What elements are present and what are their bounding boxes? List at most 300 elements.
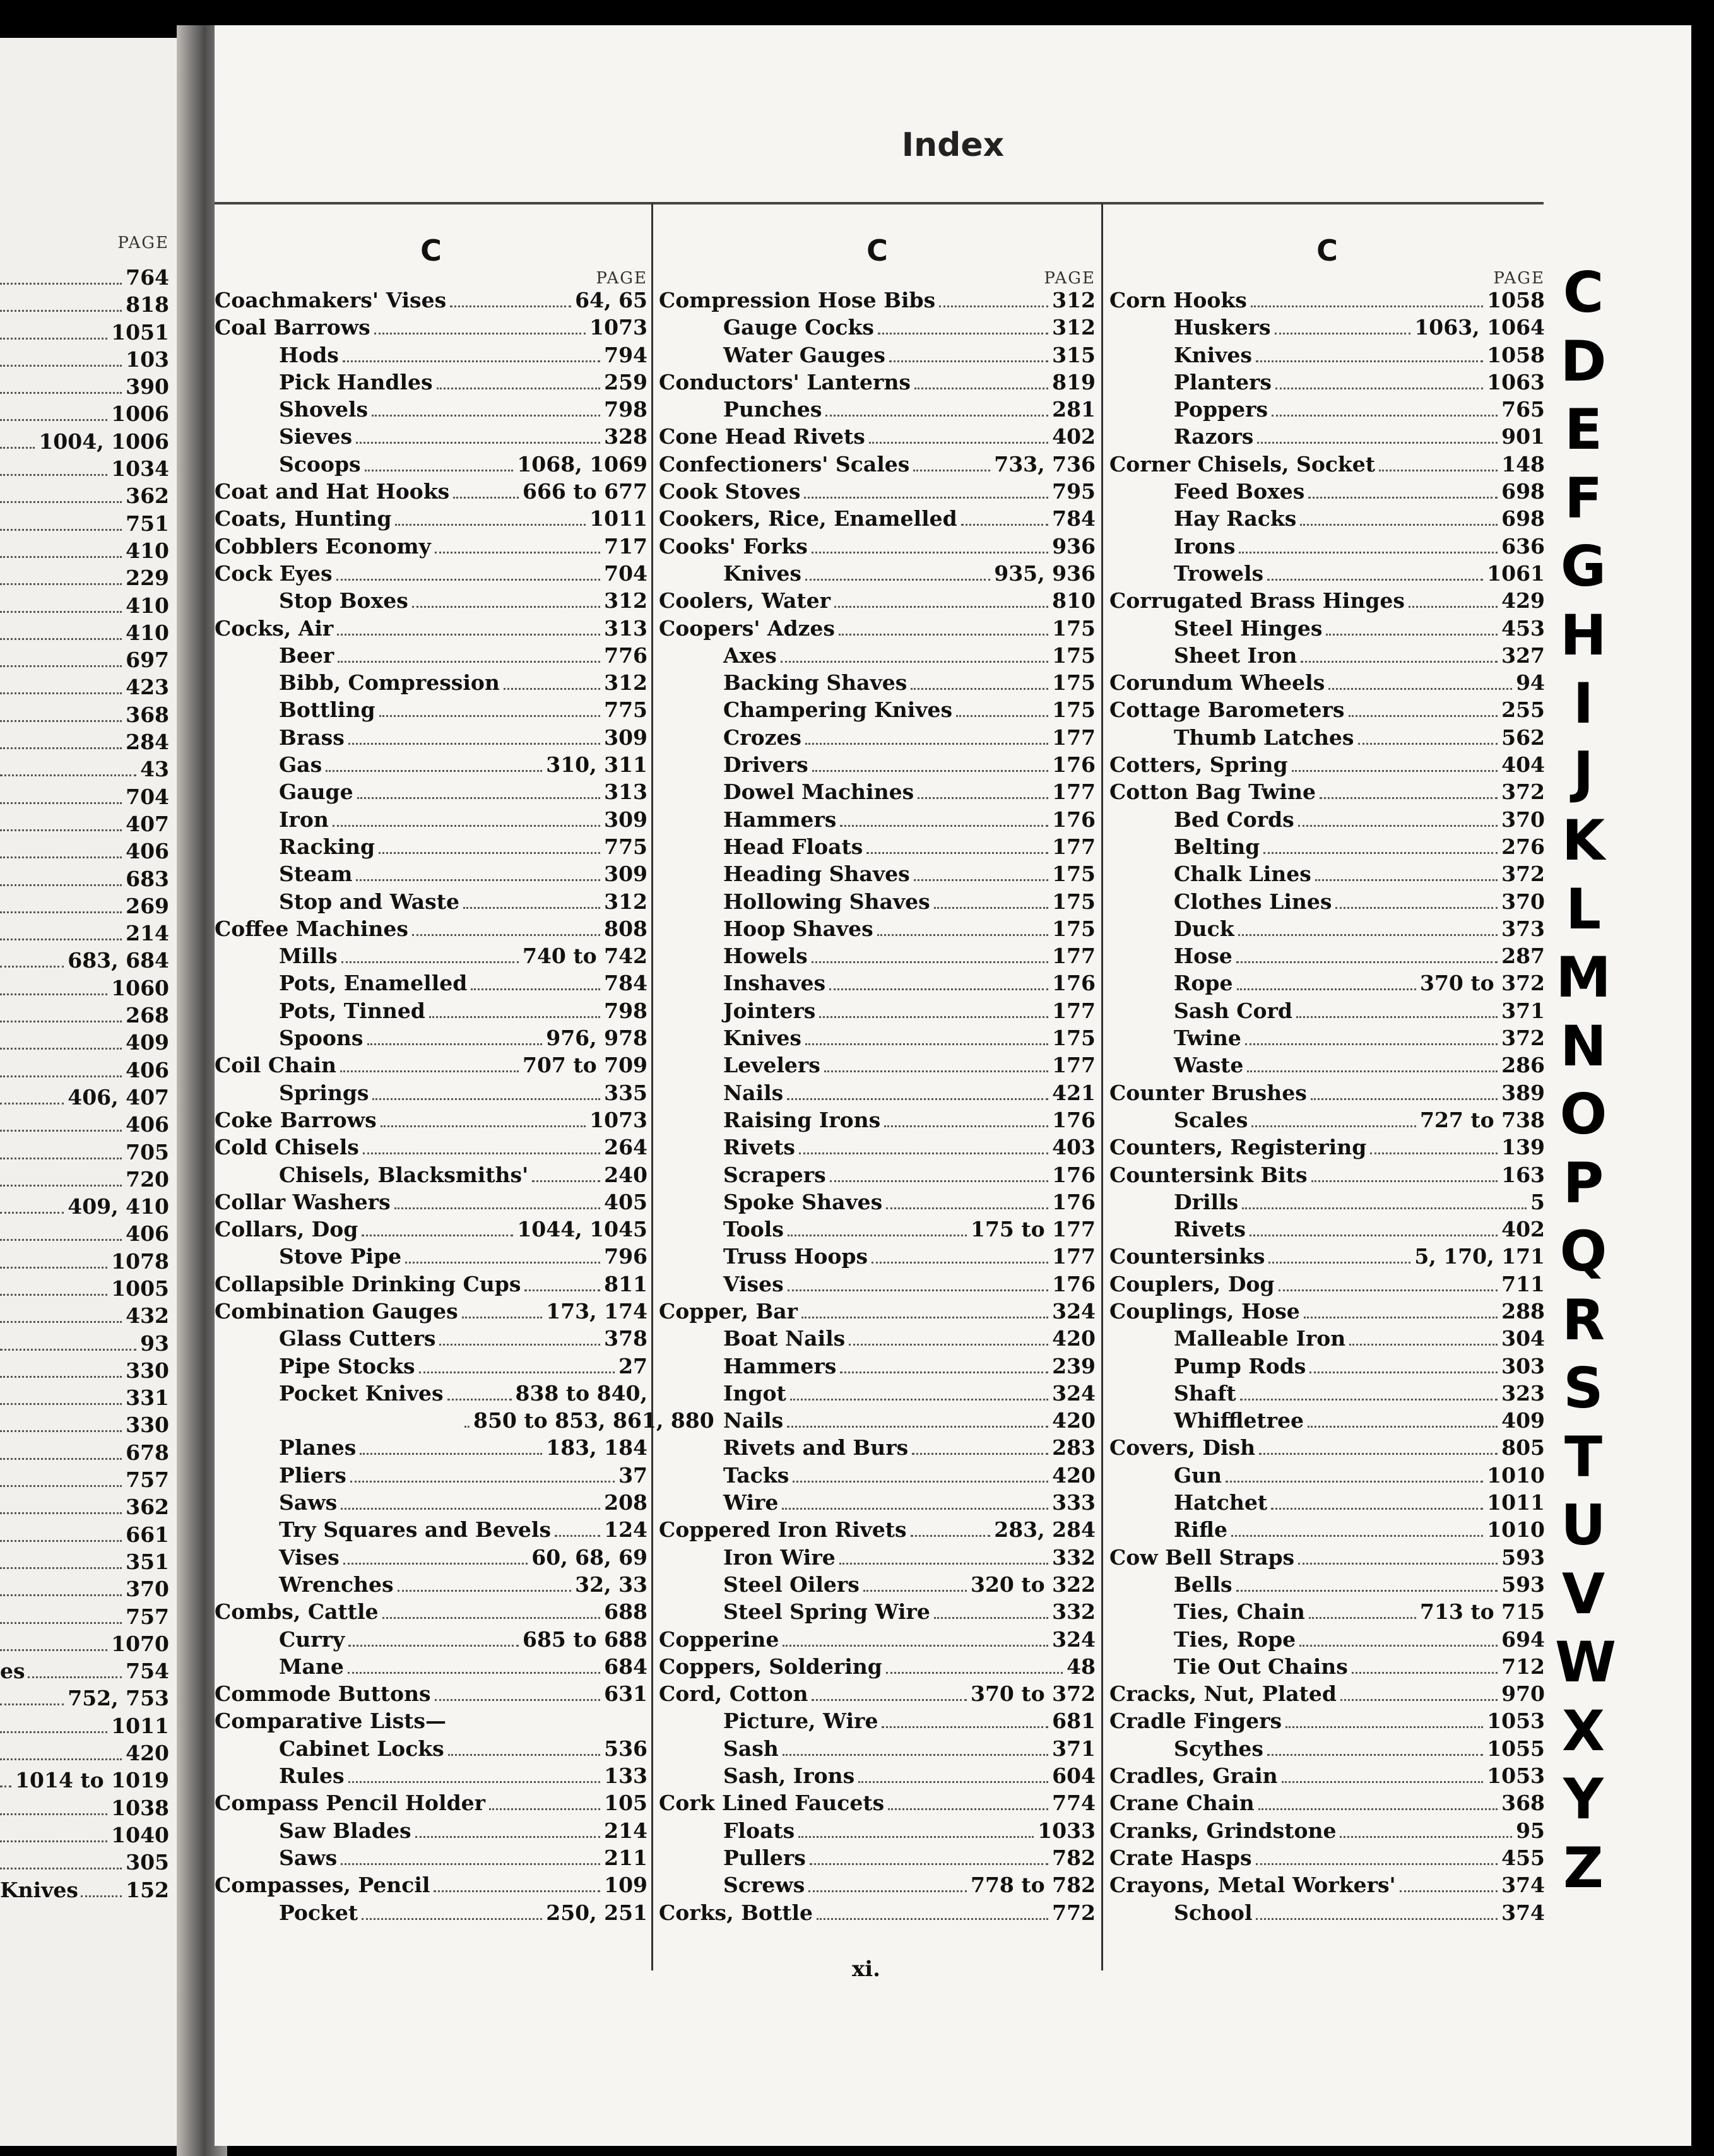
dot-leader <box>0 1130 122 1132</box>
dot-leader <box>819 1016 1048 1018</box>
entry-page-number: 328 <box>604 424 647 449</box>
dot-leader <box>1352 1672 1498 1674</box>
entry-term: Corks, Bottle <box>659 1900 813 1925</box>
entry-page-number: 935, 936 <box>994 560 1096 586</box>
left-page-entry <box>0 483 169 511</box>
entry-page-number: 796 <box>604 1244 647 1269</box>
entry-page-number: 784 <box>604 971 647 996</box>
entry-term: Coolers, Water <box>659 588 830 613</box>
thumb-tab-c[interactable]: C <box>1563 260 1604 325</box>
entry-page-number: 175 <box>1052 916 1096 941</box>
entry-page-number: 312 <box>604 670 647 696</box>
dot-leader <box>888 1808 1048 1810</box>
entry-page-number: 1044, 1045 <box>517 1217 647 1242</box>
dot-leader <box>0 283 122 285</box>
thumb-tab-z[interactable]: Z <box>1563 1835 1604 1900</box>
dot-leader <box>0 692 122 694</box>
entry-term: Coppers, Soldering <box>659 1654 882 1679</box>
left-page-entry <box>0 785 169 812</box>
dot-leader <box>808 1890 967 1892</box>
index-subentry <box>1109 370 1545 397</box>
dot-leader <box>839 634 1048 636</box>
thumb-tab-h[interactable]: H <box>1560 602 1607 668</box>
entry-page-number: 795 <box>1052 479 1096 504</box>
dot-leader <box>781 661 1048 663</box>
index-entry <box>215 1873 647 1900</box>
thumb-tab-i[interactable]: I <box>1573 671 1594 736</box>
entry-term: Corundum Wheels <box>1109 670 1325 696</box>
entry-page-number: 211 <box>604 1845 647 1870</box>
entry-term: Compression Hose Bibs <box>659 288 936 312</box>
index-entry <box>659 370 1096 397</box>
index-entry <box>659 1517 1096 1544</box>
dot-leader <box>884 1125 1048 1127</box>
dot-leader <box>0 365 122 367</box>
entry-term: Trowels <box>1174 560 1264 586</box>
entry-page-number: 60, 68, 69 <box>531 1544 647 1570</box>
thumb-tab-w[interactable]: W <box>1555 1630 1617 1695</box>
entry-page-number: 1058 <box>1487 288 1545 312</box>
index-subentry <box>659 1490 1096 1517</box>
entry-page-number: 727 to 738 <box>1420 1107 1545 1132</box>
entry-page-number: 593 <box>1501 1544 1545 1570</box>
dot-leader <box>1349 1344 1498 1346</box>
entry-page-number: 420 <box>1052 1462 1096 1488</box>
entry-term: Gas <box>279 752 322 778</box>
entry-page-number: 604 <box>1052 1763 1096 1789</box>
index-subentry <box>1109 315 1545 342</box>
index-subentry <box>1109 1381 1545 1408</box>
dot-leader <box>81 1895 122 1897</box>
entry-page-number: 776 <box>604 643 647 668</box>
entry-page-number: 177 <box>1052 779 1096 805</box>
dot-leader <box>783 1754 1048 1756</box>
entry-page-number: 177 <box>1052 998 1096 1023</box>
entry-page-number: 5 <box>1530 1189 1545 1214</box>
entry-page-number: 48 <box>1067 1654 1096 1679</box>
dot-leader <box>1245 1043 1498 1045</box>
dot-leader <box>0 1868 122 1869</box>
entry-page-number: 374 <box>1501 1900 1545 1925</box>
entry-term: Cow Bell Straps <box>1109 1544 1295 1570</box>
dot-leader <box>348 1672 600 1674</box>
dot-leader <box>374 333 586 335</box>
left-page-entry <box>0 1632 169 1659</box>
entry-term: Scales <box>1174 1107 1248 1132</box>
dot-leader <box>1275 388 1483 389</box>
entry-page-number: 681 <box>1052 1709 1096 1734</box>
dot-leader <box>356 442 600 444</box>
dot-leader <box>0 665 122 667</box>
dot-leader <box>783 1645 1048 1647</box>
entry-page-number: 175 <box>1052 670 1096 696</box>
dot-leader <box>0 747 122 749</box>
entry-page-number: 805 <box>1501 1435 1545 1460</box>
dot-leader <box>1286 1726 1483 1728</box>
entry-page-number: 798 <box>604 397 647 422</box>
dot-leader <box>363 1152 600 1154</box>
index-subentry <box>659 1217 1096 1244</box>
dot-leader <box>337 634 600 636</box>
dot-leader <box>412 934 600 936</box>
dot-leader <box>415 1836 601 1838</box>
entry-term: Pullers <box>723 1845 806 1870</box>
entry-term: Clothes Lines <box>1174 889 1332 914</box>
dot-leader <box>1340 1699 1498 1701</box>
dot-leader <box>1271 1508 1483 1510</box>
entry-term: Coal Barrows <box>215 315 370 340</box>
index-subentry <box>659 1135 1096 1162</box>
entry-page-number: 1011 <box>589 506 647 531</box>
dot-leader <box>0 1758 122 1760</box>
index-subentry <box>659 1108 1096 1135</box>
entry-page-number: 711 <box>1501 1271 1545 1296</box>
dot-leader <box>1309 1371 1498 1373</box>
entry-term: Head Floats <box>723 834 863 859</box>
entry-page-number: 313 <box>604 779 647 805</box>
index-entry <box>215 1108 647 1135</box>
dot-leader <box>340 1070 519 1072</box>
index-subentry <box>659 779 1096 807</box>
thumb-tab-g[interactable]: G <box>1560 534 1607 599</box>
dot-leader <box>463 907 600 909</box>
dot-leader <box>1311 1098 1498 1100</box>
dot-leader <box>1258 1808 1498 1810</box>
left-entry-page-number: 362 <box>126 483 169 509</box>
entry-term: Boat Nails <box>723 1326 846 1351</box>
thumb-tab-d[interactable]: D <box>1560 328 1607 394</box>
thumb-tab-e[interactable]: E <box>1564 397 1603 462</box>
entry-term: Scythes <box>1174 1736 1263 1761</box>
index-subentry <box>1109 889 1545 916</box>
entry-page-number: 309 <box>604 862 647 887</box>
index-entry <box>215 1053 647 1080</box>
index-entry <box>215 1599 647 1626</box>
left-page-entry <box>0 1768 169 1795</box>
entry-page-number: 1010 <box>1487 1462 1545 1488</box>
entry-page-number: 775 <box>604 697 647 723</box>
entry-page-number: 1011 <box>1487 1490 1545 1515</box>
dot-leader <box>362 1235 513 1236</box>
entry-term: Pipe Stocks <box>279 1353 415 1378</box>
left-page-entry <box>0 1030 169 1057</box>
index-entry <box>659 1900 1096 1928</box>
entry-page-number: 240 <box>604 1162 647 1187</box>
entry-term: Ingot <box>723 1380 786 1406</box>
index-subentry <box>1109 834 1545 862</box>
dot-leader <box>812 552 1048 554</box>
column-letter-heading: C <box>1316 234 1338 268</box>
index-subentry <box>1109 506 1545 533</box>
page-column-label: PAGE <box>1044 269 1096 288</box>
dot-leader <box>1335 907 1498 909</box>
entry-page-number: 455 <box>1501 1845 1545 1870</box>
index-subentry <box>1109 1408 1545 1435</box>
entry-term: Picture, Wire <box>723 1709 878 1734</box>
index-subentry <box>215 889 647 916</box>
entry-term: Tools <box>723 1217 784 1242</box>
dot-leader <box>326 770 542 772</box>
dot-leader <box>787 1426 1048 1428</box>
entry-term: Levelers <box>723 1053 820 1078</box>
index-subentry <box>1109 916 1545 944</box>
left-page-entry <box>0 948 169 975</box>
index-page <box>215 25 1691 2146</box>
dot-leader <box>840 1371 1048 1373</box>
entry-page-number: 286 <box>1501 1053 1545 1078</box>
index-subentry <box>1109 1599 1545 1626</box>
entry-term: Steam <box>279 862 353 887</box>
index-entry <box>215 1272 647 1299</box>
thumb-tab-q[interactable]: Q <box>1559 1219 1607 1284</box>
entry-term: Malleable Iron <box>1174 1326 1346 1351</box>
left-page-entry <box>0 1413 169 1440</box>
thumb-tab-f[interactable]: F <box>1564 465 1603 531</box>
entry-page-number: 1010 <box>1487 1517 1545 1543</box>
entry-term: Dowel Machines <box>723 779 914 805</box>
entry-term: Confectioners' Scales <box>659 451 910 477</box>
entry-term: Crozes <box>723 725 801 750</box>
left-entry-page-number: 751 <box>126 511 169 536</box>
left-entry-page-number: 268 <box>126 1003 169 1028</box>
entry-page-number: 324 <box>1052 1626 1096 1652</box>
dot-leader <box>356 879 600 881</box>
dot-leader <box>911 1535 991 1537</box>
entry-term: Pocket <box>279 1900 358 1925</box>
dot-leader <box>0 720 122 722</box>
dot-leader <box>429 1016 600 1018</box>
entry-page-number: 453 <box>1501 615 1545 641</box>
index-subentry <box>215 1326 647 1353</box>
thumb-tab-p[interactable]: P <box>1563 1150 1604 1216</box>
index-subentry <box>1109 397 1545 424</box>
index-subentry <box>659 1053 1096 1080</box>
entry-term: Howels <box>723 944 808 969</box>
entry-page-number: 420 <box>1052 1408 1096 1433</box>
index-entry <box>1109 452 1545 479</box>
dot-leader <box>788 1235 967 1236</box>
dot-leader <box>336 579 600 581</box>
entry-page-number: 1063 <box>1487 369 1545 394</box>
entry-page-number: 374 <box>1501 1873 1545 1898</box>
index-subentry <box>215 1545 647 1572</box>
dot-leader <box>379 852 600 854</box>
index-subentry <box>215 1736 647 1763</box>
entry-page-number: 1053 <box>1487 1763 1545 1789</box>
dot-leader <box>1300 524 1498 526</box>
entry-page-number: 312 <box>604 889 647 914</box>
entry-term: Wire <box>723 1490 779 1515</box>
index-subentry <box>659 1408 1096 1435</box>
thumb-tab-l[interactable]: L <box>1565 876 1602 942</box>
entry-term: Couplings, Hose <box>1109 1298 1300 1324</box>
index-entry <box>1109 1873 1545 1900</box>
dot-leader <box>365 470 514 471</box>
left-page-entry <box>0 894 169 921</box>
index-subentry <box>1109 1190 1545 1217</box>
entry-term: Hoop Shaves <box>723 916 873 941</box>
thumb-tab-k[interactable]: K <box>1561 808 1605 873</box>
left-page-entry <box>0 675 169 702</box>
dot-leader <box>839 1563 1048 1565</box>
entry-term: Bed Cords <box>1174 807 1294 832</box>
dot-leader <box>869 442 1048 444</box>
dot-leader <box>489 1808 600 1810</box>
entry-term: Iron Wire <box>723 1544 836 1570</box>
entry-term: Chalk Lines <box>1174 862 1311 887</box>
entry-page-number: 323 <box>1501 1380 1545 1406</box>
entry-page-number: 95 <box>1516 1818 1545 1843</box>
index-subentry <box>215 1490 647 1517</box>
entry-term: Ties, Rope <box>1174 1626 1296 1652</box>
page-column-label: PAGE <box>596 269 647 288</box>
entry-page-number: 688 <box>604 1599 647 1625</box>
entry-term: Stove Pipe <box>279 1244 402 1269</box>
thumb-tab-x[interactable]: X <box>1562 1698 1605 1763</box>
thumb-tab-t[interactable]: T <box>1564 1424 1603 1490</box>
entry-term: Rivets and Burs <box>723 1435 909 1460</box>
entry-term: Floats <box>723 1818 795 1843</box>
entry-term: Water Gauges <box>723 342 885 367</box>
dot-leader <box>805 1043 1048 1045</box>
left-page-list <box>0 234 169 1905</box>
dot-leader <box>0 1594 122 1596</box>
entry-term: Pocket Knives <box>279 1380 444 1406</box>
dot-leader <box>1236 961 1498 963</box>
entry-page-number: 774 <box>1052 1791 1096 1816</box>
entry-page-number: 631 <box>604 1681 647 1707</box>
entry-page-number: 304 <box>1501 1326 1545 1351</box>
index-subentry <box>215 588 647 615</box>
entry-page-number: 287 <box>1501 944 1545 969</box>
entry-page-number: 850 to 853, 861, 880 <box>473 1408 714 1433</box>
dot-leader <box>913 470 990 471</box>
index-subentry <box>1109 1217 1545 1244</box>
dot-leader <box>782 1508 1048 1510</box>
dot-leader <box>341 1508 600 1510</box>
entry-page-number: 420 <box>1052 1326 1096 1351</box>
index-entry <box>1109 1818 1545 1845</box>
thumb-tab-s[interactable]: S <box>1563 1356 1604 1421</box>
dot-leader <box>0 939 122 940</box>
dot-leader <box>360 1453 542 1455</box>
left-page-entry <box>0 976 169 1003</box>
left-page-entry <box>0 1221 169 1248</box>
dot-leader <box>532 1180 600 1182</box>
entry-page-number: 373 <box>1501 916 1545 941</box>
entry-term: Irons <box>1174 533 1236 559</box>
dot-leader <box>450 305 571 307</box>
index-subentry <box>1109 561 1545 588</box>
thumb-tab-u[interactable]: U <box>1561 1493 1606 1558</box>
index-subentry <box>659 1763 1096 1791</box>
dot-leader <box>849 1344 1048 1346</box>
left-page-entry <box>0 839 169 866</box>
left-entry-page-number: 269 <box>126 893 169 918</box>
dot-leader <box>362 1918 542 1920</box>
entry-term: Rivets <box>723 1135 795 1160</box>
thumb-tab-y[interactable]: Y <box>1563 1767 1604 1832</box>
dot-leader <box>918 797 1048 799</box>
left-page-entry <box>0 511 169 538</box>
left-entry-page-number: 1034 <box>111 456 169 482</box>
alphabet-thumb-tabs <box>1555 259 1617 1902</box>
left-page-entry <box>0 1385 169 1413</box>
entry-term: Stop and Waste <box>279 889 459 914</box>
index-subentry <box>659 1736 1096 1763</box>
index-subentry <box>659 971 1096 998</box>
entry-term: Nails <box>723 1080 784 1105</box>
entry-term: Sash Cord <box>1174 998 1293 1023</box>
dot-leader <box>0 338 107 340</box>
index-subentry <box>1109 343 1545 370</box>
entry-page-number: 333 <box>1052 1490 1096 1515</box>
entry-term: Crate Hasps <box>1109 1845 1252 1870</box>
dot-leader <box>834 606 1048 608</box>
index-subentry <box>659 1354 1096 1381</box>
left-entry-page-number: 1070 <box>111 1631 169 1656</box>
thumb-tab-o[interactable]: O <box>1559 1082 1607 1147</box>
entry-term: Chisels, Blacksmiths' <box>279 1162 529 1187</box>
entry-page-number: 370 <box>1501 889 1545 914</box>
entry-page-number: 310, 311 <box>546 752 647 778</box>
thumb-tab-j[interactable]: J <box>1573 739 1594 805</box>
dot-leader <box>866 852 1048 854</box>
left-page-entry <box>0 1085 169 1112</box>
dot-leader <box>367 1043 543 1045</box>
entry-term: Punches <box>723 397 822 422</box>
index-subentry <box>215 1572 647 1599</box>
entry-term: Beer <box>279 643 334 668</box>
column-letter-heading: C <box>420 234 442 268</box>
index-subentry <box>659 1190 1096 1217</box>
dot-leader <box>1251 305 1483 307</box>
index-subentry <box>659 1244 1096 1271</box>
dot-leader <box>1256 360 1483 362</box>
entry-term: Bibb, Compression <box>279 670 500 696</box>
thumb-tab-v[interactable]: V <box>1561 1561 1605 1626</box>
index-subentry <box>659 1873 1096 1900</box>
index-subentry <box>659 752 1096 779</box>
entry-page-number: 1053 <box>1487 1709 1545 1734</box>
dot-leader <box>810 1863 1048 1865</box>
entry-term: Rules <box>279 1763 345 1789</box>
left-page-entry <box>0 429 169 456</box>
entry-page-number: 901 <box>1501 424 1545 449</box>
dot-leader <box>1226 1481 1483 1483</box>
left-entry-page-number: 683 <box>126 866 169 891</box>
index-entry <box>1109 1081 1545 1108</box>
index-subentry <box>215 424 647 451</box>
thumb-tab-n[interactable]: N <box>1560 1013 1607 1079</box>
left-entry-term: Knives <box>0 1877 78 1902</box>
dot-leader <box>830 1180 1048 1182</box>
index-column-2 <box>659 234 1096 1928</box>
dot-leader <box>889 360 1048 362</box>
entry-page-number: 409 <box>1501 1408 1545 1433</box>
entry-page-number: 976, 978 <box>546 1026 647 1051</box>
entry-page-number: 370 to 372 <box>1420 971 1545 996</box>
entry-term: Shaft <box>1174 1380 1236 1406</box>
index-subentry <box>215 1163 647 1190</box>
left-entry-page-number: 368 <box>126 702 169 727</box>
index-subentry <box>215 343 647 370</box>
dot-leader <box>1263 852 1498 854</box>
entry-page-number: 698 <box>1501 479 1545 504</box>
entry-term: Brass <box>279 725 345 750</box>
thumb-tab-r[interactable]: R <box>1562 1287 1605 1353</box>
thumb-tab-m[interactable]: M <box>1556 945 1611 1010</box>
